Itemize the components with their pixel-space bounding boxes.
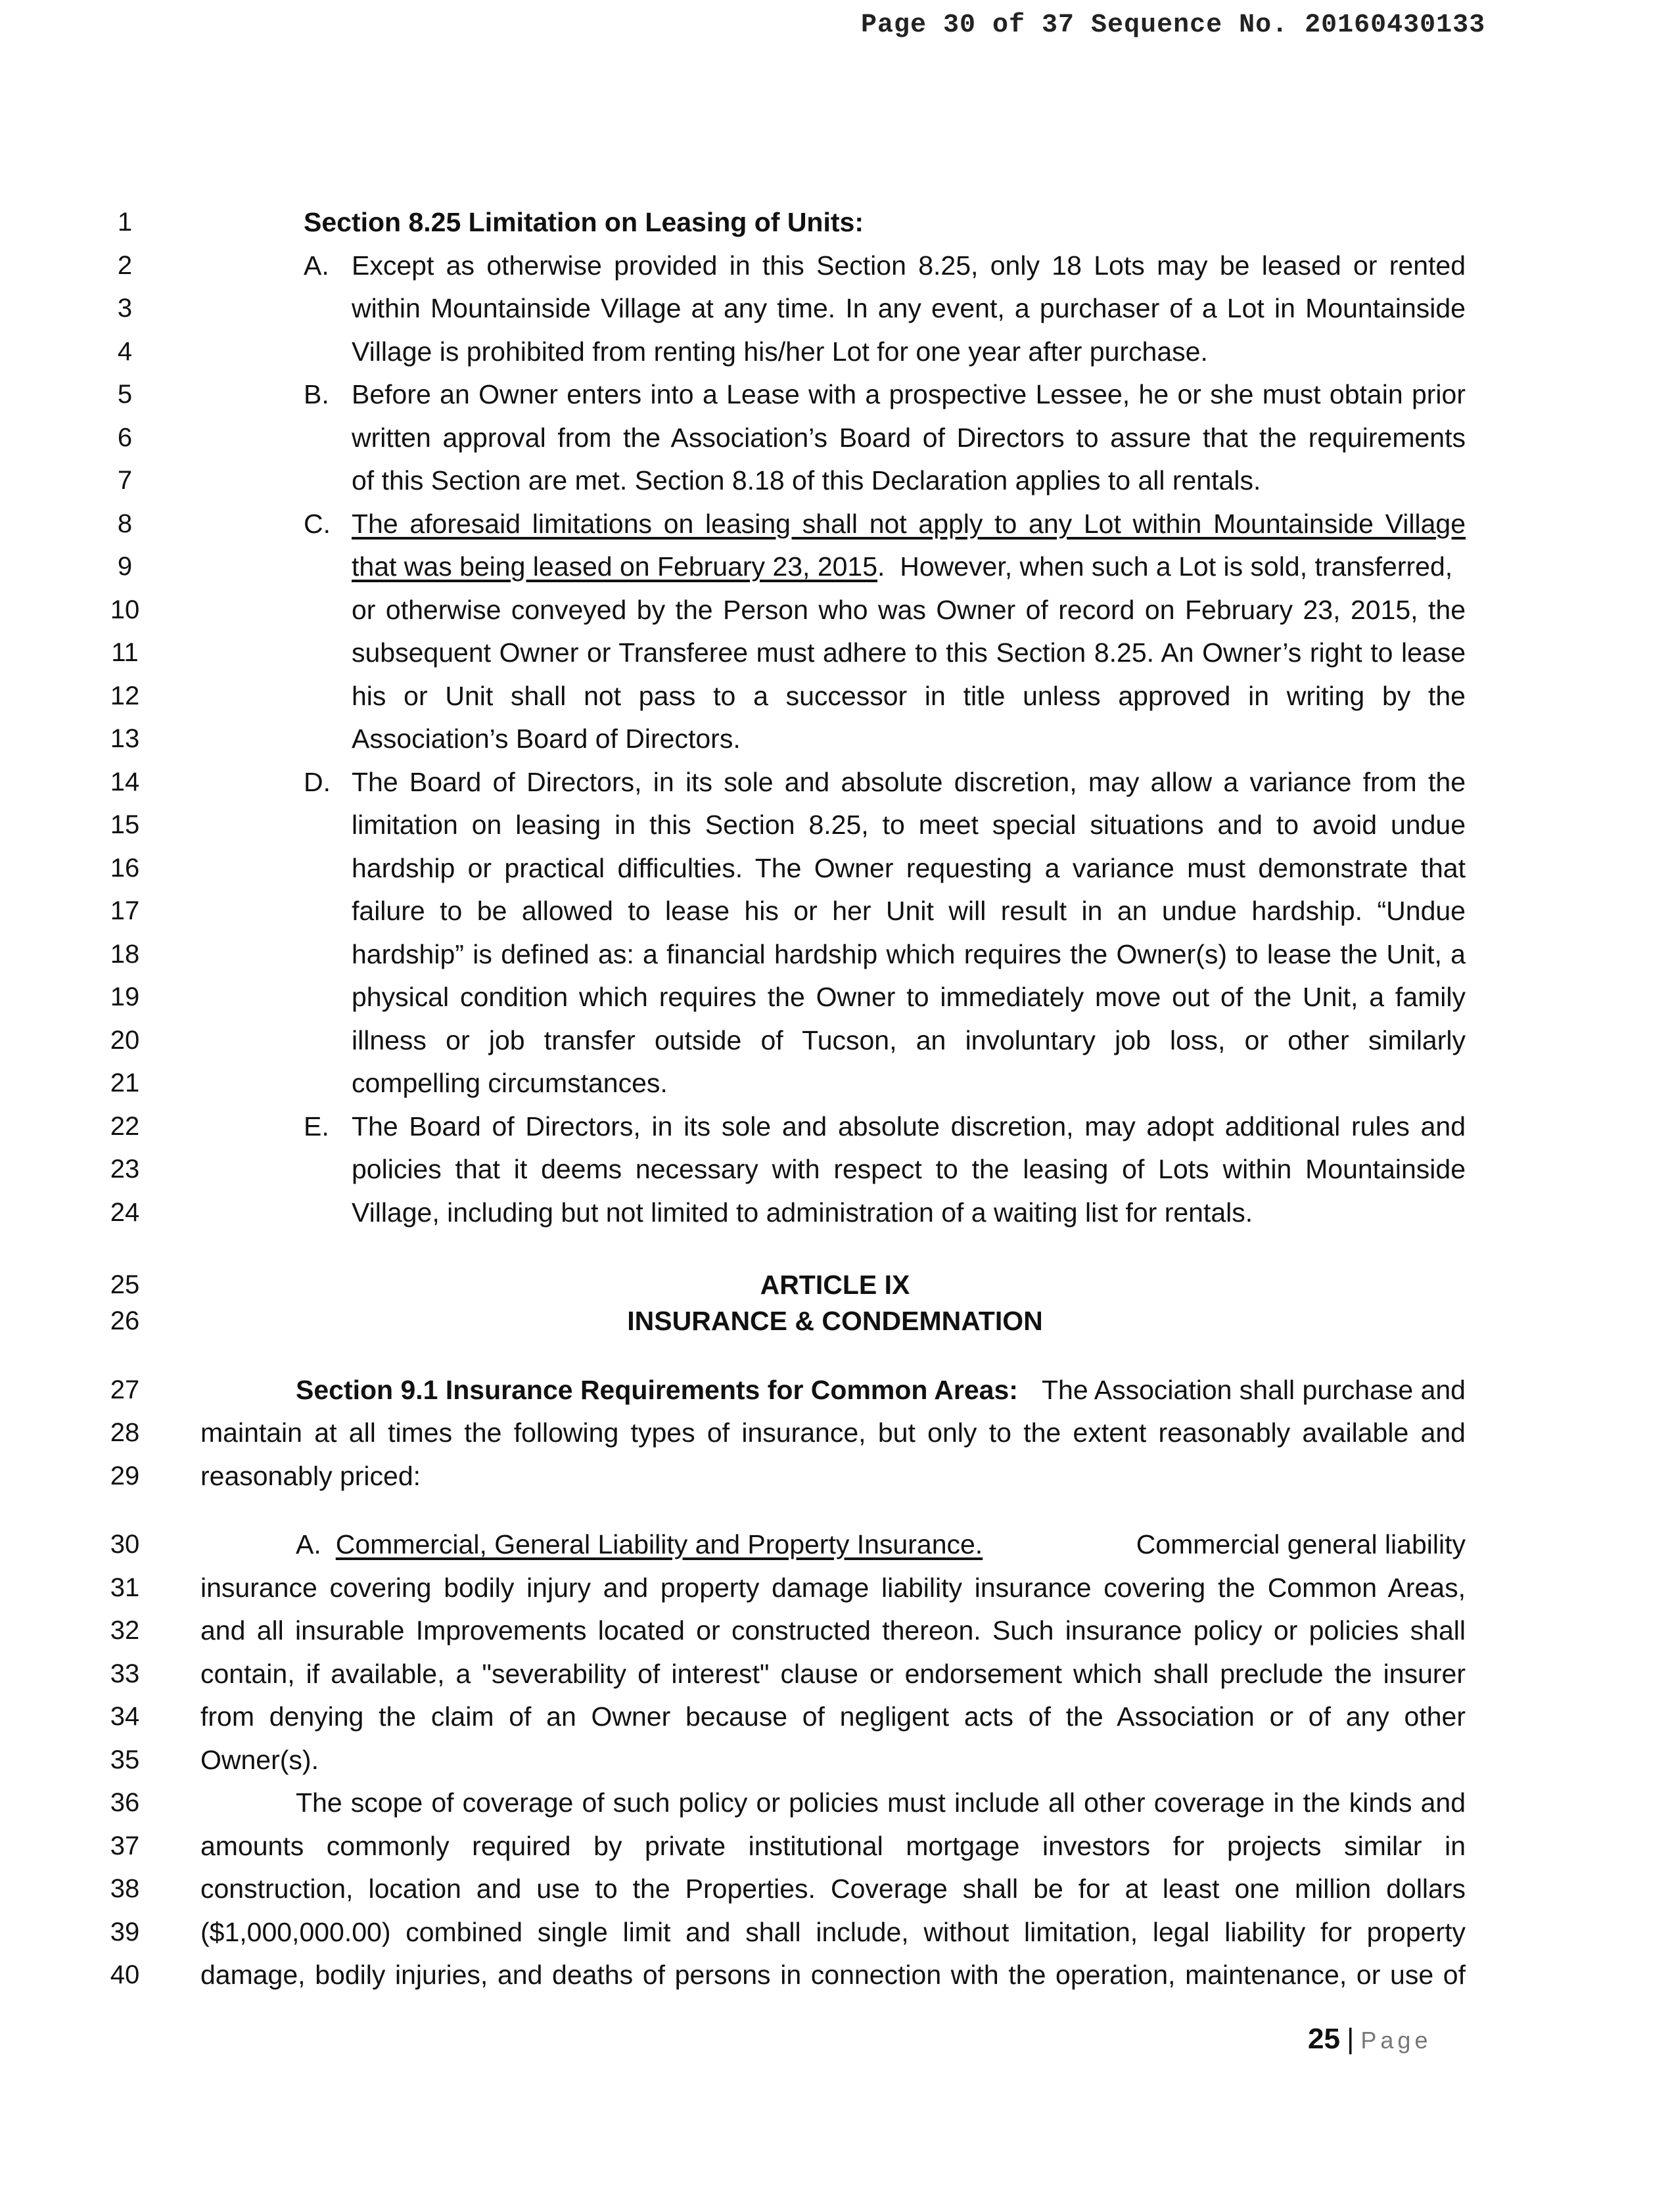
- item-marker: E.: [304, 1111, 329, 1141]
- line-number: 18: [110, 940, 140, 969]
- line-number: 39: [110, 1918, 140, 1947]
- line-number: 26: [110, 1306, 140, 1335]
- line-number: 33: [110, 1659, 140, 1688]
- item-marker: D.: [304, 767, 331, 797]
- line-number: 37: [110, 1832, 140, 1860]
- text-line: or otherwise conveyed by the Person who was Owner of record on February 23, 2015, the: [352, 595, 1466, 625]
- text-line: from denying the claim of an Owner because of negligent acts of the Association or of any other: [200, 1701, 1466, 1732]
- line-number: 24: [110, 1198, 140, 1227]
- text-line: subsequent Owner or Transferee must adhere to this Section 8.25. An Owner’s right to lease: [352, 637, 1466, 668]
- text-line: [296, 1531, 1466, 1558]
- text-line: [296, 1377, 1466, 1404]
- line-number: 40: [110, 1960, 140, 1989]
- line-number: 15: [110, 810, 140, 839]
- item-marker: A.: [296, 1529, 321, 1559]
- text-line: ($1,000,000.00) combined single limit and shall include, without limitation, legal liability for property: [200, 1917, 1466, 1947]
- line-number: 13: [110, 724, 140, 753]
- text-line: The Board of Directors, in its sole and absolute discretion, may adopt additional rules and: [352, 1111, 1466, 1141]
- text-line: physical condition which requires the Owner to immediately move out of the Unit, a family: [352, 982, 1466, 1012]
- paragraph-title: Commercial, General Liability and Property Insurance.: [335, 1529, 983, 1559]
- text-line: Except as otherwise provided in this Section 8.25, only 18 Lots may be leased or rented: [352, 250, 1466, 281]
- text-span: Commercial general liability: [1136, 1529, 1466, 1559]
- section-heading: Section 8.25 Limitation on Leasing of Units:: [304, 207, 864, 237]
- line-number: 29: [110, 1462, 140, 1490]
- line-number: 12: [110, 681, 140, 710]
- text-line: Owner(s).: [200, 1745, 319, 1775]
- line-number: 38: [110, 1874, 140, 1903]
- line-number: 20: [110, 1026, 140, 1055]
- line-number: 7: [117, 466, 133, 495]
- line-number: 22: [110, 1112, 140, 1141]
- text-line: Association’s Board of Directors.: [352, 724, 741, 754]
- text-line: Before an Owner enters into a Lease with a prospective Lessee, he or she must obtain prior: [352, 379, 1466, 409]
- text-line: within Mountainside Village at any time. In any event, a purchaser of a Lot in Mountainside: [352, 293, 1466, 323]
- line-number: 5: [117, 380, 133, 409]
- page-number: 25: [1308, 2023, 1340, 2055]
- line-number: 16: [110, 854, 140, 883]
- text-line: written approval from the Association’s Board of Directors to assure that the requirements: [352, 423, 1466, 453]
- text-line: and all insurable Improvements located or constructed thereon. Such insurance policy or policies shall: [200, 1615, 1466, 1646]
- text-line: Village, including but not limited to administration of a waiting list for rentals.: [352, 1197, 1253, 1228]
- line-number: 8: [117, 509, 133, 538]
- text-line: [352, 553, 1466, 580]
- text-line: of this Section are met. Section 8.18 of this Declaration applies to all rentals.: [352, 465, 1261, 495]
- article-number: ARTICLE IX: [760, 1270, 910, 1300]
- text-line: contain, if available, a "severability of interest" clause or endorsement which shall preclude the insurer: [200, 1659, 1466, 1689]
- line-number: 34: [110, 1702, 140, 1731]
- line-number: 9: [117, 552, 133, 581]
- line-number: 2: [117, 251, 133, 280]
- text-line: reasonably priced:: [200, 1461, 421, 1491]
- line-number: 19: [110, 982, 140, 1011]
- page-sequence-stamp: Page 30 of 37 Sequence No. 20160430133: [861, 11, 1486, 40]
- line-number: 3: [117, 294, 133, 323]
- item-marker: A.: [304, 250, 329, 281]
- line-number: 23: [110, 1155, 140, 1184]
- text-span: The Association shall purchase and: [1034, 1375, 1466, 1405]
- page-footer: [1308, 2023, 1431, 2056]
- text-line: limitation on leasing in this Section 8.25, to meet special situations and to avoid undue: [352, 810, 1466, 840]
- item-marker: C.: [304, 509, 331, 539]
- line-number: 10: [110, 595, 140, 624]
- line-number: 11: [111, 638, 139, 667]
- text-line: failure to be allowed to lease his or her Unit will result in an undue hardship. “Undue: [352, 896, 1466, 926]
- text-line: The Board of Directors, in its sole and absolute discretion, may allow a variance from the: [352, 767, 1466, 797]
- line-number: 28: [110, 1418, 140, 1447]
- line-number: 17: [110, 896, 140, 925]
- text-line: damage, bodily injuries, and deaths of persons in connection with the operation, maintenance, or use of: [200, 1960, 1466, 1990]
- text-line: insurance covering bodily injury and property damage liability insurance covering the Common Areas,: [200, 1573, 1466, 1603]
- line-number: 25: [110, 1270, 140, 1299]
- line-number: 31: [110, 1573, 140, 1602]
- line-number: 1: [117, 208, 133, 237]
- footer-separator: |: [1346, 2023, 1355, 2055]
- text-line: amounts commonly required by private institutional mortgage investors for projects similar in: [200, 1831, 1466, 1861]
- text-line: compelling circumstances.: [352, 1068, 668, 1098]
- text-line: hardship or practical difficulties. The Owner requesting a variance must demonstrate that: [352, 853, 1466, 883]
- text-line: The scope of coverage of such policy or policies must include all other coverage in the kinds and: [296, 1787, 1466, 1818]
- line-number: 14: [110, 768, 140, 796]
- line-number: 21: [110, 1069, 140, 1097]
- page-label: Page: [1360, 2027, 1432, 2054]
- section-heading: Section 9.1 Insurance Requirements for Common Areas:: [296, 1375, 1018, 1405]
- text-line: policies that it deems necessary with respect to the leasing of Lots within Mountainside: [352, 1154, 1466, 1184]
- text-line: hardship” is defined as: a financial hardship which requires the Owner(s) to lease the Unit, a: [352, 939, 1466, 969]
- text-span: . However, when such a Lot is sold, transferred,: [877, 551, 1453, 582]
- underlined-text-line: The aforesaid limitations on leasing shall not apply to any Lot within Mountainside Village: [352, 509, 1466, 539]
- text-line: maintain at all times the following types of insurance, but only to the extent reasonably available and: [200, 1417, 1466, 1448]
- line-number: 32: [110, 1616, 140, 1645]
- text-line: Village is prohibited from renting his/her Lot for one year after purchase.: [352, 336, 1208, 367]
- text-line: construction, location and use to the Properties. Coverage shall be for at least one million dollars: [200, 1874, 1466, 1904]
- line-number: 4: [117, 337, 133, 366]
- text-line: his or Unit shall not pass to a successor in title unless approved in writing by the: [352, 681, 1466, 711]
- line-number: 6: [117, 423, 133, 452]
- article-title: INSURANCE & CONDEMNATION: [627, 1306, 1043, 1336]
- line-number: 36: [110, 1788, 140, 1817]
- item-marker: B.: [304, 379, 329, 409]
- line-number: 35: [110, 1745, 140, 1774]
- text-line: illness or job transfer outside of Tucson, an involuntary job loss, or other similarly: [352, 1025, 1466, 1055]
- line-number: 27: [110, 1375, 140, 1404]
- line-number: 30: [110, 1530, 140, 1559]
- underlined-text: that was being leased on February 23, 2015: [352, 551, 878, 582]
